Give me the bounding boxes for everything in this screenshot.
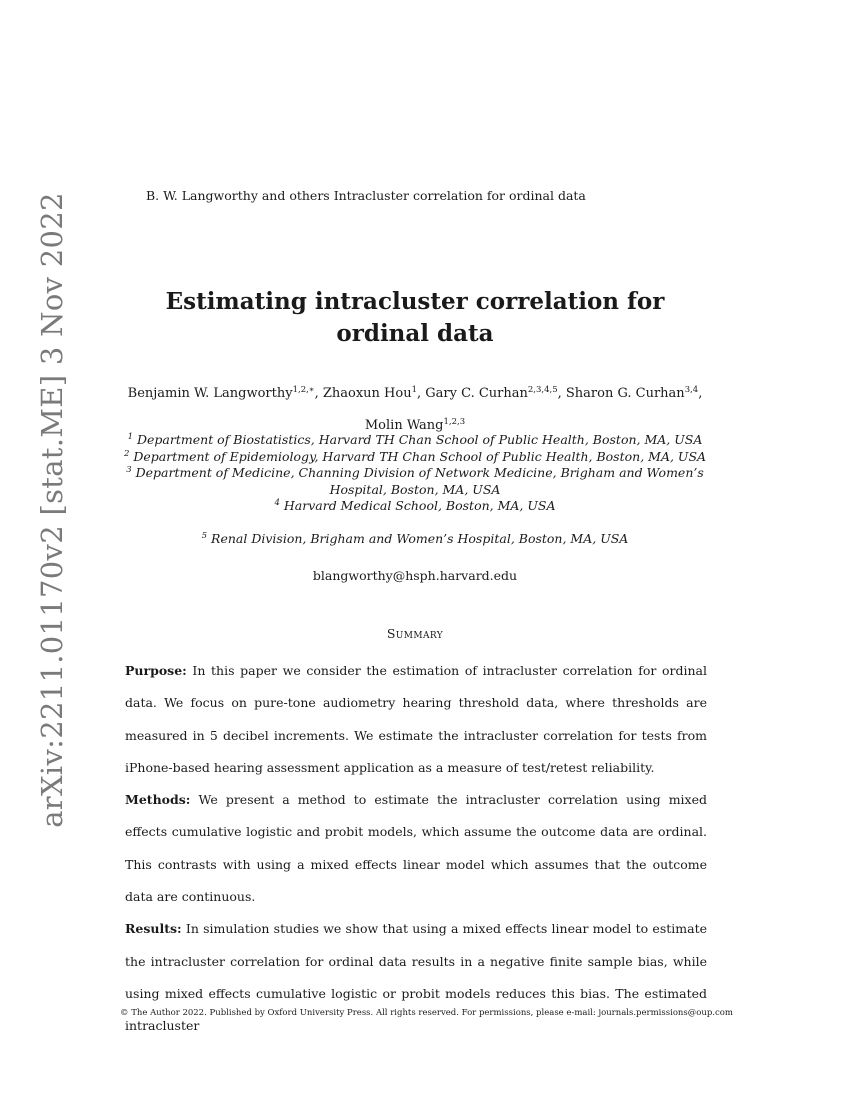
affiliation-item (120, 449, 710, 466)
copyright-notice: © The Author 2022. Published by Oxford University Press. All rights reserved. For permissions, please e-mail: journals.permissions@oup.com (120, 1008, 733, 1018)
author-name: Sharon G. Curhan (565, 386, 685, 401)
summary-body (125, 655, 707, 1043)
author-affiliation-marks: 2,3,4,5 (527, 385, 558, 395)
author-name: Molin Wang (364, 418, 444, 433)
affiliation-text: Department of Biostatistics, Harvard TH Chan School of Public Health, Boston, MA, USA (137, 432, 703, 447)
affiliation-item (120, 498, 710, 515)
summary-methods-paragraph (125, 784, 707, 913)
affiliation-text: Renal Division, Brigham and Women’s Hospital, Boston, MA, USA (211, 531, 629, 546)
author-separator: , (314, 386, 323, 401)
author-affiliation-marks: 1 (411, 385, 417, 395)
affiliation-number: 4 (274, 498, 280, 508)
affiliation-item (120, 465, 710, 498)
affiliation-item (120, 531, 710, 548)
affiliation-number: 1 (127, 432, 134, 442)
author-name: Zhaoxun Hou (322, 386, 412, 401)
author-name: Benjamin W. Langworthy (127, 386, 293, 401)
affiliation-number: 3 (126, 465, 132, 475)
methods-label: Methods: (125, 792, 191, 808)
affiliation-list (120, 432, 710, 515)
arxiv-identifier: arXiv:2211.01170v2 [stat.ME] 3 Nov 2022 (35, 192, 69, 828)
summary-results-paragraph (125, 913, 707, 1042)
author-name: Gary C. Curhan (425, 386, 528, 401)
author-separator: , (557, 386, 566, 401)
affiliation-text: Department of Medicine, Channing Division of Network Medicine, Brigham and Women’s Hospital, Boston, MA, USA (135, 465, 704, 497)
results-text: In simulation studies we show that using a mixed effects linear model to estimate the intracluster correlation for ordinal data results in a negative finite sample bias, while using mixed effects cumulative logistic or probit models reduces this bias. The estimated intracluster (125, 921, 707, 1034)
author-affiliation-marks: 3,4 (684, 385, 699, 395)
affiliation-number: 2 (123, 448, 130, 459)
running-head: B. W. Langworthy and others Intracluster correlation for ordinal data (146, 188, 586, 203)
author-affiliation-marks: 1,2,∗ (292, 385, 315, 395)
purpose-label: Purpose: (125, 663, 187, 678)
summary-purpose-paragraph (125, 655, 707, 784)
affiliation-item (120, 432, 710, 449)
methods-text: We present a method to estimate the intracluster correlation using mixed effects cumulative logistic and probit models, which assume the outcome data are ordinal. This contrasts with using a mixed effects linear model which assumes that the outcome data are continuous. (125, 792, 707, 905)
summary-heading: Summary (386, 626, 444, 641)
author-separator: , (417, 386, 426, 401)
purpose-text: In this paper we consider the estimation of intracluster correlation for ordinal data. We focus on pure-tone audiometry hearing threshold data, where thresholds are measured in 5 decibel increments. We estimate the intracluster correlation for tests from iPhone-based hearing assessment application as a measure of test/retest reliability. (125, 663, 707, 775)
author-separator: , (698, 386, 703, 401)
paper-title: Estimating intracluster correlation for ordinal data (165, 288, 665, 347)
results-label: Results: (125, 921, 182, 937)
affiliation-text: Harvard Medical School, Boston, MA, USA (283, 498, 556, 513)
affiliation-text: Department of Epidemiology, Harvard TH Chan School of Public Health, Boston, MA, USA (133, 448, 707, 464)
affiliation-number: 5 (201, 531, 208, 541)
contact-email[interactable]: blangworthy@hsph.harvard.edu (312, 568, 518, 583)
author-affiliation-marks: 1,2,3 (443, 417, 466, 427)
